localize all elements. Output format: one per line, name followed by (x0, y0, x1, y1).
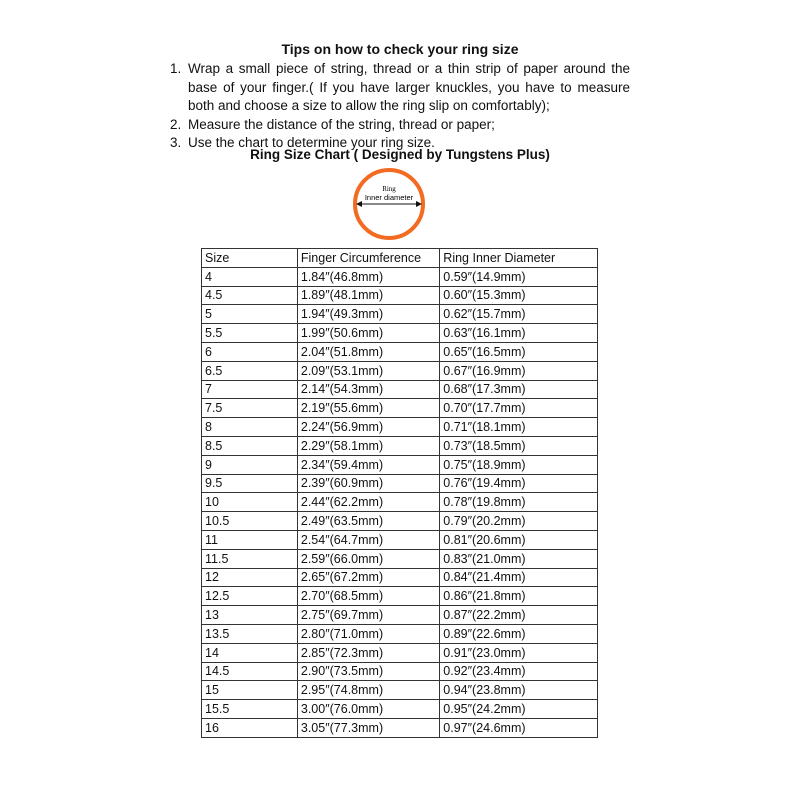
cell-finger-circumference: 2.09″(53.1mm) (297, 361, 439, 380)
cell-ring-inner-diameter: 0.62″(15.7mm) (440, 305, 598, 324)
cell-size: 11.5 (202, 549, 298, 568)
table-row (202, 512, 598, 531)
ring-diagram-svg (349, 167, 429, 243)
cell-size: 5 (202, 305, 298, 324)
cell-size: 13.5 (202, 624, 298, 643)
table-row (202, 643, 598, 662)
cell-size: 7 (202, 380, 298, 399)
table-row (202, 474, 598, 493)
cell-finger-circumference: 2.95″(74.8mm) (297, 681, 439, 700)
inner-diameter-label: Inner diameter (364, 193, 414, 202)
cell-finger-circumference: 2.29″(58.1mm) (297, 436, 439, 455)
cell-ring-inner-diameter: 0.78″(19.8mm) (440, 493, 598, 512)
cell-finger-circumference: 2.54″(64.7mm) (297, 530, 439, 549)
cell-size: 4.5 (202, 286, 298, 305)
tip-step (170, 116, 630, 135)
cell-ring-inner-diameter: 0.87″(22.2mm) (440, 606, 598, 625)
cell-finger-circumference: 2.75″(69.7mm) (297, 606, 439, 625)
cell-size: 14.5 (202, 662, 298, 681)
cell-ring-inner-diameter: 0.84″(21.4mm) (440, 568, 598, 587)
table-row (202, 587, 598, 606)
cell-finger-circumference: 1.84″(46.8mm) (297, 267, 439, 286)
cell-ring-inner-diameter: 0.92″(23.4mm) (440, 662, 598, 681)
cell-size: 15.5 (202, 700, 298, 719)
cell-ring-inner-diameter: 0.76″(19.4mm) (440, 474, 598, 493)
chart-title: Ring Size Chart ( Designed by Tungstens Plus) (250, 147, 550, 162)
table-body (202, 267, 598, 737)
table-row (202, 436, 598, 455)
tips-list (170, 60, 630, 153)
cell-size: 11 (202, 530, 298, 549)
cell-size: 12 (202, 568, 298, 587)
ring-size-table (201, 248, 598, 738)
tip-step-number: 2. (170, 116, 182, 132)
cell-size: 16 (202, 718, 298, 737)
cell-ring-inner-diameter: 0.70″(17.7mm) (440, 399, 598, 418)
cell-finger-circumference: 2.04″(51.8mm) (297, 342, 439, 361)
cell-finger-circumference: 2.65″(67.2mm) (297, 568, 439, 587)
cell-size: 8.5 (202, 436, 298, 455)
table-row (202, 267, 598, 286)
cell-finger-circumference: 2.70″(68.5mm) (297, 587, 439, 606)
cell-ring-inner-diameter: 0.73″(18.5mm) (440, 436, 598, 455)
cell-size: 10.5 (202, 512, 298, 531)
table-row (202, 624, 598, 643)
table-row (202, 361, 598, 380)
cell-size: 7.5 (202, 399, 298, 418)
cell-ring-inner-diameter: 0.79″(20.2mm) (440, 512, 598, 531)
table-row (202, 530, 598, 549)
cell-ring-inner-diameter: 0.59″(14.9mm) (440, 267, 598, 286)
table-row (202, 662, 598, 681)
table-row (202, 455, 598, 474)
cell-ring-inner-diameter: 0.65″(16.5mm) (440, 342, 598, 361)
tip-step-number: 1. (170, 61, 182, 76)
cell-size: 5.5 (202, 324, 298, 343)
table-row (202, 418, 598, 437)
cell-size: 4 (202, 267, 298, 286)
cell-ring-inner-diameter: 0.83″(21.0mm) (440, 549, 598, 568)
tip-step (170, 60, 630, 116)
table-row (202, 342, 598, 361)
cell-size: 13 (202, 606, 298, 625)
table-header-row (202, 249, 598, 268)
cell-size: 9.5 (202, 474, 298, 493)
cell-ring-inner-diameter: 0.94″(23.8mm) (440, 681, 598, 700)
cell-size: 8 (202, 418, 298, 437)
table-row (202, 681, 598, 700)
cell-finger-circumference: 3.00″(76.0mm) (297, 700, 439, 719)
cell-ring-inner-diameter: 0.91″(23.0mm) (440, 643, 598, 662)
cell-ring-inner-diameter: 0.81″(20.6mm) (440, 530, 598, 549)
table-row (202, 549, 598, 568)
cell-size: 15 (202, 681, 298, 700)
cell-ring-inner-diameter: 0.95″(24.2mm) (440, 700, 598, 719)
header-ring-inner-diameter: Ring Inner Diameter (440, 249, 598, 268)
cell-ring-inner-diameter: 0.68″(17.3mm) (440, 380, 598, 399)
tip-step-text: Use the chart to determine your ring size. (188, 135, 435, 150)
tip-step-text: Wrap a small piece of string, thread or a thin strip of paper around the base of your finger.( If you have larger knuckles, you have to measure both and choose a size to allow the ring slip on comfortably); (188, 61, 630, 113)
table-row (202, 718, 598, 737)
cell-size: 6 (202, 342, 298, 361)
cell-finger-circumference: 2.80″(71.0mm) (297, 624, 439, 643)
cell-ring-inner-diameter: 0.71″(18.1mm) (440, 418, 598, 437)
table-row (202, 305, 598, 324)
cell-finger-circumference: 2.59″(66.0mm) (297, 549, 439, 568)
cell-size: 6.5 (202, 361, 298, 380)
table-row (202, 700, 598, 719)
table-row (202, 606, 598, 625)
table-row (202, 324, 598, 343)
cell-size: 12.5 (202, 587, 298, 606)
cell-finger-circumference: 2.44″(62.2mm) (297, 493, 439, 512)
tip-step-text: Measure the distance of the string, thread or paper; (188, 116, 495, 132)
table-row (202, 380, 598, 399)
tips-title: Tips on how to check your ring size (281, 41, 519, 57)
cell-size: 9 (202, 455, 298, 474)
table-row (202, 286, 598, 305)
cell-ring-inner-diameter: 0.89″(22.6mm) (440, 624, 598, 643)
cell-finger-circumference: 2.85″(72.3mm) (297, 643, 439, 662)
cell-ring-inner-diameter: 0.97″(24.6mm) (440, 718, 598, 737)
cell-ring-inner-diameter: 0.86″(21.8mm) (440, 587, 598, 606)
cell-finger-circumference: 2.39″(60.9mm) (297, 474, 439, 493)
ring-label: Ring (382, 185, 396, 193)
cell-finger-circumference: 2.49″(63.5mm) (297, 512, 439, 531)
cell-size: 10 (202, 493, 298, 512)
cell-finger-circumference: 2.19″(55.6mm) (297, 399, 439, 418)
cell-finger-circumference: 2.24″(56.9mm) (297, 418, 439, 437)
table-row (202, 493, 598, 512)
cell-finger-circumference: 2.34″(59.4mm) (297, 455, 439, 474)
table-row (202, 399, 598, 418)
cell-ring-inner-diameter: 0.63″(16.1mm) (440, 324, 598, 343)
cell-finger-circumference: 1.94″(49.3mm) (297, 305, 439, 324)
header-finger-circumference: Finger Circumference (297, 249, 439, 268)
cell-size: 14 (202, 643, 298, 662)
cell-finger-circumference: 2.14″(54.3mm) (297, 380, 439, 399)
cell-ring-inner-diameter: 0.75″(18.9mm) (440, 455, 598, 474)
ring-diagram (349, 167, 429, 243)
cell-finger-circumference: 2.90″(73.5mm) (297, 662, 439, 681)
cell-ring-inner-diameter: 0.60″(15.3mm) (440, 286, 598, 305)
tip-step-number: 3. (170, 135, 182, 150)
cell-finger-circumference: 1.99″(50.6mm) (297, 324, 439, 343)
header-size: Size (202, 249, 298, 268)
cell-finger-circumference: 1.89″(48.1mm) (297, 286, 439, 305)
cell-finger-circumference: 3.05″(77.3mm) (297, 718, 439, 737)
cell-ring-inner-diameter: 0.67″(16.9mm) (440, 361, 598, 380)
table-row (202, 568, 598, 587)
